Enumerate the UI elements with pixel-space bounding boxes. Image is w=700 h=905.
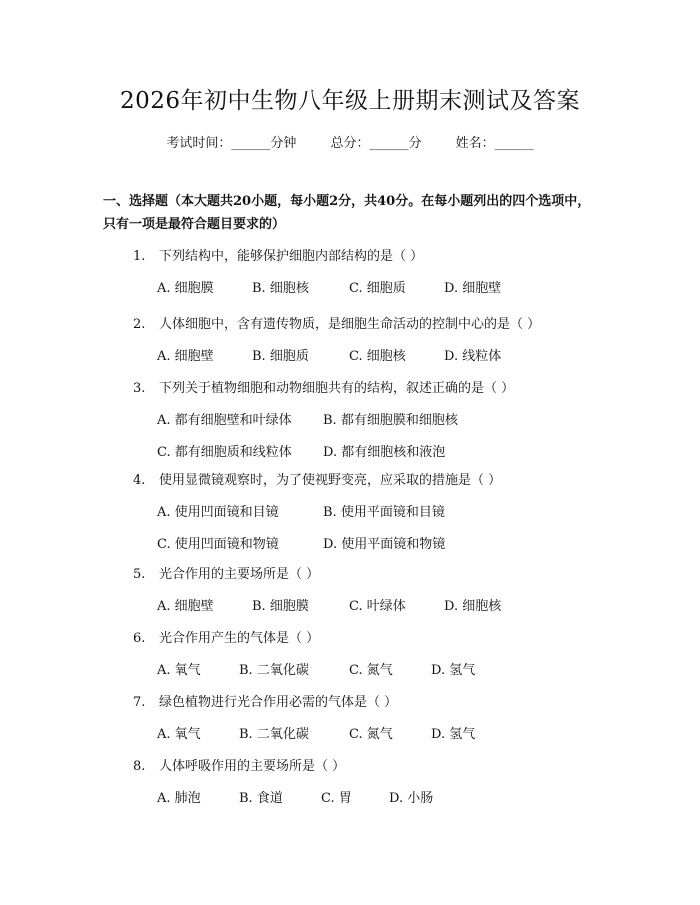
question-text: 人体细胞中，含有遗传物质，是细胞生命活动的控制中心的是（ ） xyxy=(159,317,541,332)
answer-option[interactable]: D. 氢气 xyxy=(431,663,476,678)
answer-option[interactable]: A. 都有细胞壁和叶绿体 xyxy=(157,413,292,428)
question-text: 人体呼吸作用的主要场所是（ ） xyxy=(159,759,346,774)
exam-info xyxy=(0,132,700,151)
answer-option[interactable]: D. 氢气 xyxy=(431,727,476,742)
question-text: 下列结构中，能够保护细胞内部结构的是（ ） xyxy=(159,249,424,264)
question-text: 使用显微镜观察时，为了使视野变亮，应采取的措施是（ ） xyxy=(159,473,502,488)
exam-time: 考试时间：______分钟 xyxy=(166,136,297,151)
exam-score: 总分：______分 xyxy=(330,136,422,151)
question-3 xyxy=(133,377,514,396)
page-title: 2026年初中生物八年级上册期末测试及答案 xyxy=(119,88,581,114)
question-8 xyxy=(133,755,345,774)
answer-option[interactable]: C. 细胞核 xyxy=(349,349,406,364)
answer-option[interactable]: C. 氮气 xyxy=(349,727,393,742)
answer-option[interactable]: A. 细胞壁 xyxy=(157,599,214,614)
question-4 xyxy=(133,469,501,488)
answer-option[interactable]: D. 细胞壁 xyxy=(444,281,502,296)
answer-option[interactable]: D. 细胞核 xyxy=(444,599,502,614)
question-number: 4. xyxy=(133,473,146,488)
answer-option[interactable]: A. 细胞膜 xyxy=(157,281,214,296)
question-number: 2. xyxy=(133,317,146,332)
question-number: 1. xyxy=(133,249,146,264)
answer-option[interactable]: A. 使用凹面镜和目镜 xyxy=(157,505,279,520)
answer-option[interactable]: B. 细胞膜 xyxy=(252,599,309,614)
answer-option[interactable]: C. 氮气 xyxy=(349,663,393,678)
answer-option[interactable]: D. 使用平面镜和物镜 xyxy=(323,537,446,552)
question-number: 8. xyxy=(133,759,146,774)
question-number: 6. xyxy=(133,631,146,646)
answer-option[interactable]: B. 细胞核 xyxy=(252,281,309,296)
question-1 xyxy=(133,245,423,264)
question-6 xyxy=(133,627,319,646)
answer-option[interactable]: C. 胃 xyxy=(321,791,352,806)
question-text: 下列关于植物细胞和动物细胞共有的结构，叙述正确的是（ ） xyxy=(159,381,515,396)
answer-option[interactable]: C. 使用凹面镜和物镜 xyxy=(157,537,279,552)
answer-option[interactable]: A. 肺泡 xyxy=(157,791,201,806)
question-number: 3. xyxy=(133,381,146,396)
question-7 xyxy=(133,691,397,710)
answer-option[interactable]: D. 线粒体 xyxy=(444,349,502,364)
answer-option[interactable]: D. 小肠 xyxy=(389,791,434,806)
answer-option[interactable]: B. 细胞质 xyxy=(252,349,309,364)
answer-option[interactable]: B. 食道 xyxy=(239,791,283,806)
question-5 xyxy=(133,563,319,582)
question-text: 光合作用的主要场所是（ ） xyxy=(159,567,320,582)
answer-option[interactable]: B. 二氧化碳 xyxy=(239,663,309,678)
answer-option[interactable]: C. 都有细胞质和线粒体 xyxy=(157,445,292,460)
answer-option[interactable]: A. 氧气 xyxy=(157,727,201,742)
question-text: 绿色植物进行光合作用必需的气体是（ ） xyxy=(159,695,398,710)
answer-option[interactable]: C. 细胞质 xyxy=(349,281,406,296)
answer-option[interactable]: B. 二氧化碳 xyxy=(239,727,309,742)
section-heading: 一、选择题（本大题共20小题，每小题2分，共40分。在每小题列出的四个选项中，只有一项是最符合题目要求的） xyxy=(103,194,591,232)
answer-option[interactable]: D. 都有细胞核和液泡 xyxy=(323,445,446,460)
answer-option[interactable]: A. 细胞壁 xyxy=(157,349,214,364)
question-number: 7. xyxy=(133,695,146,710)
question-number: 5. xyxy=(133,567,146,582)
answer-option[interactable]: B. 都有细胞膜和细胞核 xyxy=(323,413,458,428)
answer-option[interactable]: A. 氧气 xyxy=(157,663,201,678)
answer-option[interactable]: B. 使用平面镜和目镜 xyxy=(323,505,445,520)
question-2 xyxy=(133,313,540,332)
question-text: 光合作用产生的气体是（ ） xyxy=(159,631,320,646)
answer-option[interactable]: C. 叶绿体 xyxy=(349,599,406,614)
student-name: 姓名：______ xyxy=(455,136,534,151)
